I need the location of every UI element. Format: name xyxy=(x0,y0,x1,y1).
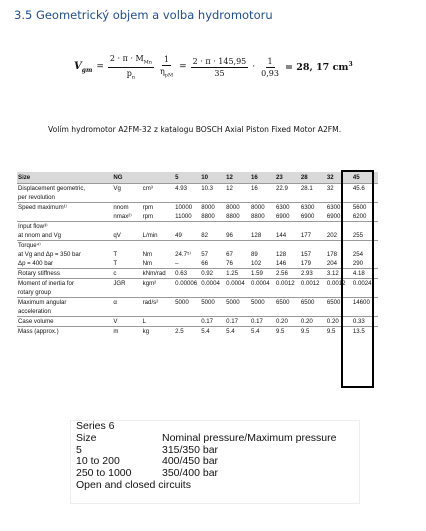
table-cell-unit: rad/s² xyxy=(142,298,175,308)
table-cell-value: 0.17 xyxy=(225,317,250,327)
table-cell-value: 5.4 xyxy=(200,327,225,337)
table-cell-value: 5000 xyxy=(200,298,225,308)
table-row xyxy=(17,269,378,279)
table-cell-value: 0.20 xyxy=(300,317,326,327)
table-cell-value: 3.12 xyxy=(326,269,352,279)
table-cell-value: 24.7⁵⁾ xyxy=(175,251,192,258)
table-cell-value: 6900 xyxy=(326,213,341,220)
table-cell-sym xyxy=(112,241,141,251)
table-cell-value: 5.4 xyxy=(225,327,250,337)
table-cell-value: 5000 xyxy=(250,298,275,308)
table-cell-value: 6500 xyxy=(326,298,352,308)
table-cell-value xyxy=(200,288,225,298)
series-size: Size xyxy=(76,431,97,444)
table-row xyxy=(17,231,378,241)
table-cell-value: 0.0024 xyxy=(352,279,378,289)
table-cell-value xyxy=(275,288,300,298)
series-size: 250 to 1000 xyxy=(76,467,132,480)
table-cell-value: 6300 xyxy=(300,203,326,213)
table-cell-value xyxy=(300,288,326,298)
table-cell-value: 66 xyxy=(201,260,208,267)
table-header-cell: 45 xyxy=(352,172,378,184)
series-pressure: Nominal pressure/Maximum pressure xyxy=(162,431,337,444)
table-cell-label: Case volume xyxy=(17,317,112,327)
table-cell-value: 22.9 xyxy=(275,184,300,194)
table-cell-value xyxy=(300,307,326,317)
table-cell-value: 13.5 xyxy=(352,327,378,337)
table-cell-value: 6900 xyxy=(275,213,290,220)
table-cell-unit xyxy=(142,222,175,232)
table-row xyxy=(17,317,378,327)
table-header-cell: Size xyxy=(17,172,112,184)
table-row xyxy=(17,184,378,194)
table-row xyxy=(17,241,378,251)
table-cell-value: 82 xyxy=(201,232,208,239)
table-cell-unit: L/min xyxy=(142,232,158,239)
table-cell-value xyxy=(174,288,200,298)
table-cell-sym xyxy=(112,307,141,317)
table-cell-value: 178 xyxy=(326,251,338,258)
table-cell-value: 0.0004 xyxy=(225,279,250,289)
table-cell-value: 2.56 xyxy=(275,269,300,279)
table-cell-value: 6900 xyxy=(300,213,315,220)
series-pressure: 350/400 bar xyxy=(162,467,219,480)
table-cell-sym: c xyxy=(112,269,141,279)
table-row xyxy=(17,259,378,269)
table-cell-label: Mass (approx.) xyxy=(17,327,112,337)
table-cell-value xyxy=(225,193,250,203)
table-cell-value xyxy=(250,241,275,251)
table-cell-sym: nnom xyxy=(112,203,141,213)
table-cell-value: 5600 xyxy=(352,203,378,213)
table-cell-value: 8000 xyxy=(250,203,275,213)
table-cell-value: 128 xyxy=(251,232,262,239)
table-cell-value xyxy=(225,241,250,251)
formula-equals-2: = xyxy=(179,62,187,73)
table-cell-value: 0.33 xyxy=(352,317,378,327)
table-cell-value: 0.0012 xyxy=(326,279,352,289)
table-cell-value: 5000 xyxy=(174,298,200,308)
table-cell-value: 8800 xyxy=(251,213,265,220)
table-cell-unit: cm³ xyxy=(142,184,175,194)
table-cell-label: Speed maximum¹⁾ xyxy=(17,203,112,213)
table-cell-value: 204 xyxy=(326,260,338,267)
series-size: 5 xyxy=(76,443,82,456)
table-cell-value: 0.63 xyxy=(174,269,200,279)
formula-fraction-2: $\frac{1}{\eta_{pM}}$ xyxy=(160,55,174,79)
table-cell-value: 179 xyxy=(300,260,312,267)
table-row xyxy=(17,327,378,337)
table-cell-label: at nnom and Vg xyxy=(18,232,62,239)
table-header-cell: 12 xyxy=(225,172,250,184)
table-cell-value: 6500 xyxy=(275,298,300,308)
table-cell-value: 5.4 xyxy=(250,327,275,337)
table-cell-value xyxy=(174,307,200,317)
table-cell-sym: m xyxy=(112,327,141,337)
table-cell-value: 102 xyxy=(251,260,262,267)
formula-lhs: $V_{gm}$ xyxy=(74,60,93,74)
table-cell-value xyxy=(225,288,250,298)
table-cell-value: 255 xyxy=(352,232,364,239)
table-cell-value xyxy=(174,222,200,232)
table-header-cell xyxy=(142,172,175,184)
table-cell-label: Δp = 400 bar xyxy=(18,260,54,267)
series-pressure: 400/450 bar xyxy=(162,455,219,468)
table-cell-value xyxy=(174,193,200,203)
table-cell-value: 14600 xyxy=(352,298,378,308)
table-header-cell: NG xyxy=(112,172,141,184)
table-cell-value xyxy=(250,307,275,317)
table-cell-value: 2.93 xyxy=(300,269,326,279)
table-cell-unit xyxy=(142,307,175,317)
table-cell-value: 9.5 xyxy=(275,327,300,337)
table-cell-value: 0.0012 xyxy=(300,279,326,289)
table-cell-sym: T xyxy=(113,251,118,258)
table-cell-value: 16 xyxy=(250,184,275,194)
table-cell-unit xyxy=(142,241,175,251)
table-cell-value: 4.93 xyxy=(174,184,200,194)
table-cell-value: 2.5 xyxy=(174,327,200,337)
formula-result: = 28, 17 $cm^3$ xyxy=(284,61,353,74)
table-cell-value xyxy=(174,241,200,251)
table-cell-value: 6300 xyxy=(326,203,352,213)
table-cell-value: 0.0012 xyxy=(275,279,300,289)
table-cell-value xyxy=(200,307,225,317)
table-row xyxy=(17,298,378,308)
table-cell-value: 202 xyxy=(326,232,338,239)
table-cell-value: 128 xyxy=(275,251,287,258)
selection-note: Volím hydromotor A2FM-32 z katalogu BOSCH Axial Piston Fixed Motor A2FM. xyxy=(48,125,342,134)
table-cell-label: acceleration xyxy=(18,308,51,315)
table-cell-unit: kgm² xyxy=(142,279,175,289)
table-cell-value: 10.3 xyxy=(200,184,225,194)
table-cell-label: Torque⁴⁾ xyxy=(17,241,112,251)
table-cell-value: 57 xyxy=(201,251,208,258)
table-row xyxy=(17,203,378,213)
table-header-cell: 28 xyxy=(300,172,326,184)
table-cell-value: 6200 xyxy=(352,213,367,220)
table-cell-value: 76 xyxy=(226,260,233,267)
table-cell-sym xyxy=(112,193,141,203)
series-size: 10 to 200 xyxy=(76,455,120,468)
table-cell-unit: Nm xyxy=(142,251,153,258)
table-cell-unit: L xyxy=(142,317,175,327)
formula-dot: · xyxy=(252,62,256,73)
table-cell-value xyxy=(200,222,225,232)
table-cell-value: 9.5 xyxy=(300,327,326,337)
table-cell-label: Maximum angular xyxy=(17,298,112,308)
table-cell-value xyxy=(275,241,300,251)
table-cell-value: 45.6 xyxy=(352,184,378,194)
table-cell-sym: T xyxy=(113,260,118,267)
table-cell-value: 0.20 xyxy=(275,317,300,327)
table-cell-value: 146 xyxy=(275,260,287,267)
table-cell-sym: nmax²⁾ xyxy=(113,213,132,220)
table-cell-value: 89 xyxy=(251,251,258,258)
table-cell-value xyxy=(250,193,275,203)
table-cell-value xyxy=(300,222,326,232)
table-cell-value: 12 xyxy=(225,184,250,194)
table-cell-value: 0.92 xyxy=(200,269,225,279)
table-cell-label: Moment of inertia for xyxy=(17,279,112,289)
table-cell-value xyxy=(200,193,225,203)
table-cell-sym: α xyxy=(112,298,141,308)
table-header-cell: 16 xyxy=(250,172,275,184)
table-cell-sym xyxy=(112,222,141,232)
table-cell-value xyxy=(250,222,275,232)
table-cell-sym: Vg xyxy=(112,184,141,194)
formula-fraction-1: $\frac{2 \cdot \pi \cdot M_{Mn}}{p_n}$ xyxy=(109,54,152,81)
table-cell-value: 32 xyxy=(326,184,352,194)
table-cell-sym: qV xyxy=(113,232,121,239)
table-cell-unit: kg xyxy=(142,327,175,337)
table-cell-label: Rotary stiffness xyxy=(17,269,112,279)
table-cell-value: – xyxy=(175,260,179,267)
table-cell-value xyxy=(275,307,300,317)
table-cell-label xyxy=(17,212,112,222)
table-cell-unit: rpm xyxy=(142,213,154,220)
table-cell-label: Displacement geometric, xyxy=(17,184,112,194)
table-cell-label: at Vg and Δp = 350 bar xyxy=(18,251,81,258)
formula-fraction-4: $\frac{1}{0,93}$ xyxy=(261,56,279,78)
table-cell-value: 157 xyxy=(300,251,312,258)
table-cell-unit: Nm xyxy=(142,260,153,267)
table-cell-sym: JGR xyxy=(112,279,141,289)
table-header-cell: 5 xyxy=(174,172,200,184)
table-cell-sym xyxy=(112,288,141,298)
selected-size-highlight xyxy=(341,170,374,388)
table-header-cell: 10 xyxy=(200,172,225,184)
table-cell-value: 10000 xyxy=(174,203,200,213)
series-row xyxy=(76,433,359,445)
table-cell-value: 1.25 xyxy=(225,269,250,279)
table-cell-unit: rpm xyxy=(142,203,175,213)
table-cell-value xyxy=(174,317,200,327)
table-cell-value: 9.5 xyxy=(326,327,352,337)
table-cell-unit xyxy=(142,193,175,203)
table-cell-value: 0.0004 xyxy=(200,279,225,289)
table-cell-value xyxy=(225,222,250,232)
table-cell-value: 8800 xyxy=(226,213,240,220)
table-cell-label: per revolution xyxy=(18,194,55,201)
table-row xyxy=(17,212,378,222)
table-cell-value xyxy=(225,307,250,317)
table-cell-value: 0.17 xyxy=(250,317,275,327)
table-header-cell: 23 xyxy=(275,172,300,184)
table-cell-sym: V xyxy=(112,317,141,327)
table-row xyxy=(17,193,378,203)
table-cell-unit: kNm/rad xyxy=(142,269,175,279)
table-cell-value: 8000 xyxy=(225,203,250,213)
table-row xyxy=(17,307,378,317)
table-cell-value: 8800 xyxy=(201,213,215,220)
table-row xyxy=(17,279,378,289)
table-cell-value xyxy=(200,241,225,251)
table-cell-value: 254 xyxy=(352,251,364,258)
spec-table xyxy=(17,172,378,336)
table-cell-value: 8000 xyxy=(200,203,225,213)
table-cell-value: 144 xyxy=(275,232,287,239)
section-heading: 3.5 Geometrický objem a volba hydromotoru xyxy=(14,8,273,22)
table-cell-unit xyxy=(142,288,175,298)
table-header-row xyxy=(17,172,378,184)
table-row xyxy=(17,288,378,298)
table-cell-value: 290 xyxy=(352,260,364,267)
table-cell-value: 0.0004 xyxy=(250,279,275,289)
table-cell-value: 1.59 xyxy=(250,269,275,279)
series-box xyxy=(70,420,360,504)
table-cell-label: rotary group xyxy=(18,289,51,296)
table-header-cell: 32 xyxy=(326,172,352,184)
table-cell-label: Input flow³⁾ xyxy=(17,222,112,232)
table-cell-value: 0.20 xyxy=(326,317,352,327)
table-row xyxy=(17,250,378,259)
table-cell-value xyxy=(300,193,326,203)
series-footer: Open and closed circuits xyxy=(76,478,191,491)
table-cell-value: 11000 xyxy=(175,213,192,220)
formula-equals: = xyxy=(96,62,104,73)
table-cell-value: 4.18 xyxy=(352,269,378,279)
table-cell-value: 6500 xyxy=(300,298,326,308)
table-cell-value: 6300 xyxy=(275,203,300,213)
table-cell-value: 0.00006 xyxy=(174,279,200,289)
table-cell-value xyxy=(275,222,300,232)
table-cell-value: 67 xyxy=(226,251,233,258)
table-cell-value: 49 xyxy=(175,232,182,239)
formula-fraction-3: $\frac{2 \cdot \pi \cdot 145,95}{35}$ xyxy=(192,56,247,78)
table-cell-value xyxy=(250,288,275,298)
table-cell-value: 5000 xyxy=(225,298,250,308)
table-cell-value: 96 xyxy=(226,232,233,239)
table-cell-value xyxy=(300,241,326,251)
series-pressure: 315/350 bar xyxy=(162,443,219,456)
table-row xyxy=(17,222,378,232)
table-cell-value xyxy=(275,193,300,203)
table-cell-value: 0.17 xyxy=(200,317,225,327)
volume-formula xyxy=(74,54,353,80)
table-cell-value: 177 xyxy=(300,232,312,239)
series-title: Series 6 xyxy=(76,420,115,432)
table-cell-value: 28.1 xyxy=(300,184,326,194)
